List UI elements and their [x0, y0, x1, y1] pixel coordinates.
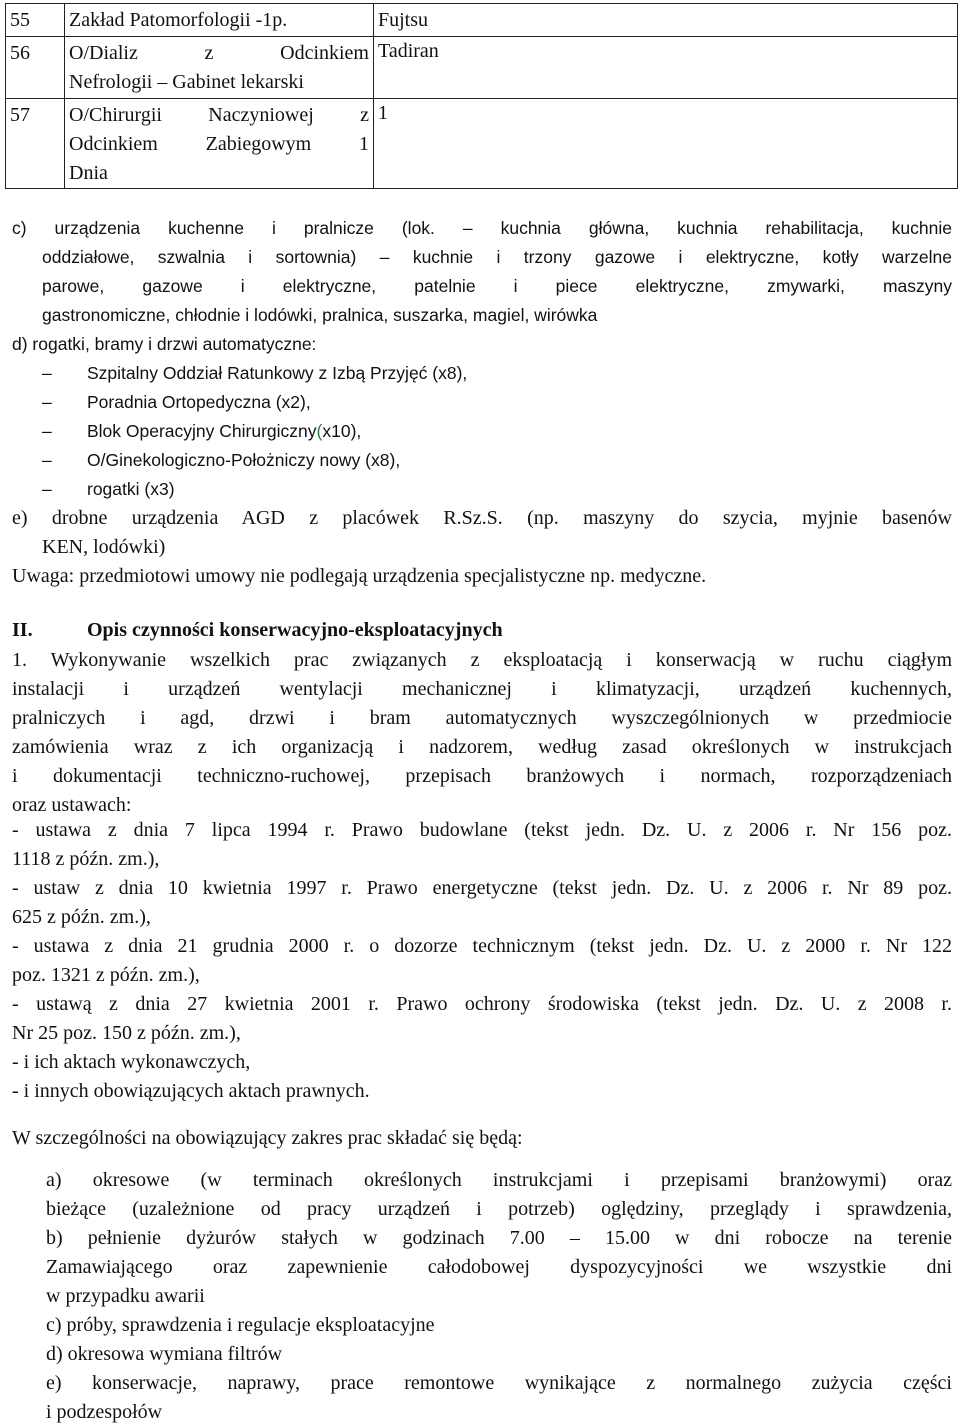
scope-line: w przypadku awarii: [46, 1285, 205, 1307]
text-line: parowe, gazowe i elektryczne, patelnie i piece elektryczne, zmywarki, maszyny: [42, 276, 952, 296]
law-line: - ustaw z dnia 10 kwietnia 1997 r. Prawo energetyczne (tekst jedn. Dz. U. z 2006 r. Nr 89 poz.: [12, 877, 952, 899]
row-location: [65, 99, 374, 189]
row-location: [65, 4, 374, 37]
paragraph-1: [12, 646, 952, 820]
table-row: [6, 99, 958, 189]
table-row: [6, 37, 958, 99]
location-line: Dnia: [69, 162, 108, 184]
row-number: 56: [6, 37, 65, 99]
scope-line: c) próby, sprawdzenia i regulacje eksploatacyjne: [46, 1314, 435, 1336]
law-line: - ustawą z dnia 27 kwietnia 2001 r. Prawo ochrony środowiska (tekst jedn. Dz. U. z 2008 r.: [12, 993, 952, 1015]
scope-line: Zamawiającego oraz zapewnienie całodobowej dyspozycyjności we wszystkie dni: [46, 1256, 952, 1278]
text-line: gastronomiczne, chłodnie i lodówki, pralnica, suszarka, magiel, wirówka: [42, 305, 598, 325]
location-line: O/Chirurgii Naczyniowej z: [69, 104, 369, 126]
section-numeral: II.: [12, 619, 33, 641]
list-item: – O/Ginekologiczno-Położniczy nowy (x8),: [12, 446, 952, 475]
scope-line: d) okresowa wymiana filtrów: [46, 1343, 283, 1365]
text-line: KEN, lodówki): [42, 536, 166, 558]
text-line: e) drobne urządzenia AGD z placówek R.Sz.S. (np. maszyny do szycia, myjnie basenów: [12, 507, 952, 529]
green-paren: (: [316, 421, 323, 441]
law-line: - i innych obowiązujących aktach prawnych.: [12, 1080, 370, 1102]
law-line: - i ich aktach wykonawczych,: [12, 1051, 251, 1073]
table-row: [6, 4, 958, 37]
scope-line: i podzespołów: [46, 1401, 163, 1423]
text-line: zamówienia wraz z ich organizacją i nadzorem, według zasad określonych w instrukcjach: [12, 736, 952, 758]
note-line: Uwaga: przedmiotowi umowy nie podlegają urządzenia specjalistyczne np. medyczne.: [12, 565, 707, 587]
laws-list: [12, 816, 952, 1106]
law-line: 1118 z późn. zm.),: [12, 848, 160, 870]
section-e: [12, 504, 952, 562]
scope-line: b) pełnienie dyżurów stałych w godzinach 7.00 – 15.00 w dni robocze na terenie: [46, 1227, 952, 1249]
law-line: - ustawa z dnia 7 lipca 1994 r. Prawo budowlane (tekst jedn. Dz. U. z 2006 r. Nr 156 poz.: [12, 819, 952, 841]
list-item-text: Blok Operacyjny Chirurgiczny: [87, 421, 317, 441]
section-d: [12, 330, 952, 504]
text-line: c) urządzenia kuchenne i pralnicze (lok. – kuchnia główna, kuchnia rehabilitacja, kuchnie: [12, 218, 952, 238]
scope-line: a) okresowe (w terminach określonych instrukcjami i przepisami branżowymi) oraz: [46, 1169, 952, 1191]
row-device: Tadiran: [374, 37, 958, 99]
list-item: – rogatki (x3): [12, 475, 952, 504]
scope-line: e) konserwacje, naprawy, prace remontowe wynikające z normalnego zużycia części: [46, 1372, 952, 1394]
text-line: instalacji i urządzeń wentylacji mechanicznej i klimatyzacji, urządzeń kuchennych,: [12, 678, 952, 700]
law-line: 625 z późn. zm.),: [12, 906, 151, 928]
list-item: – Szpitalny Oddział Ratunkowy z Izbą Przyjęć (x8),: [12, 359, 952, 388]
text-line: i dokumentacji techniczno-ruchowej, przepisach branżowych i normach, rozporządzeniach: [12, 765, 952, 787]
rooms-table: [5, 3, 958, 189]
list-item-text: x10),: [322, 421, 362, 441]
section-c: [12, 214, 952, 330]
location-line: Zakład Patomorfologii -1p.: [69, 9, 288, 31]
text-line: oraz ustawach:: [12, 794, 132, 816]
section-title: Opis czynności konserwacyjno-eksploatacyjnych: [87, 619, 503, 641]
text-line: oddziałowe, szwalnia i sortownia) – kuchnie i trzony gazowe i elektryczne, kotły warzelne: [42, 247, 952, 267]
law-line: - ustawa z dnia 21 grudnia 2000 r. o dozorze technicznym (tekst jedn. Dz. U. z 2000 r. Nr 122: [12, 935, 952, 957]
law-line: poz. 1321 z późn. zm.),: [12, 964, 200, 986]
door-list: [12, 359, 952, 504]
text-line: pralniczych i agd, drzwi i bram automatycznych wyszczególnionych w przedmiocie: [12, 707, 952, 729]
location-line: Nefrologii – Gabinet lekarski: [69, 71, 304, 93]
law-line: Nr 25 poz. 150 z późn. zm.),: [12, 1022, 241, 1044]
scope-line: bieżące (uzależnione od pracy urządzeń i potrzeb) oględziny, przeglądy i sprawdzenia,: [46, 1198, 952, 1220]
section-ii-heading: [12, 616, 503, 645]
section-d-heading: d) rogatki, bramy i drzwi automatyczne:: [12, 334, 317, 354]
row-location: [65, 37, 374, 99]
scope-list: [46, 1166, 952, 1427]
row-device: 1: [374, 99, 958, 189]
location-line: O/Dializ z Odcinkiem: [69, 42, 369, 64]
text-line: 1. Wykonywanie wszelkich prac związanych z eksploatacją i konserwacją w ruchu ciągłym: [12, 649, 952, 671]
row-number: 55: [6, 4, 65, 37]
row-number: 57: [6, 99, 65, 189]
row-device: Fujtsu: [374, 4, 958, 37]
location-line: Odcinkiem Zabiegowym 1: [69, 133, 369, 155]
list-item: – Poradnia Ortopedyczna (x2),: [12, 388, 952, 417]
scope-intro: W szczególności na obowiązujący zakres prac składać się będą:: [12, 1127, 523, 1149]
list-item: [12, 417, 952, 446]
